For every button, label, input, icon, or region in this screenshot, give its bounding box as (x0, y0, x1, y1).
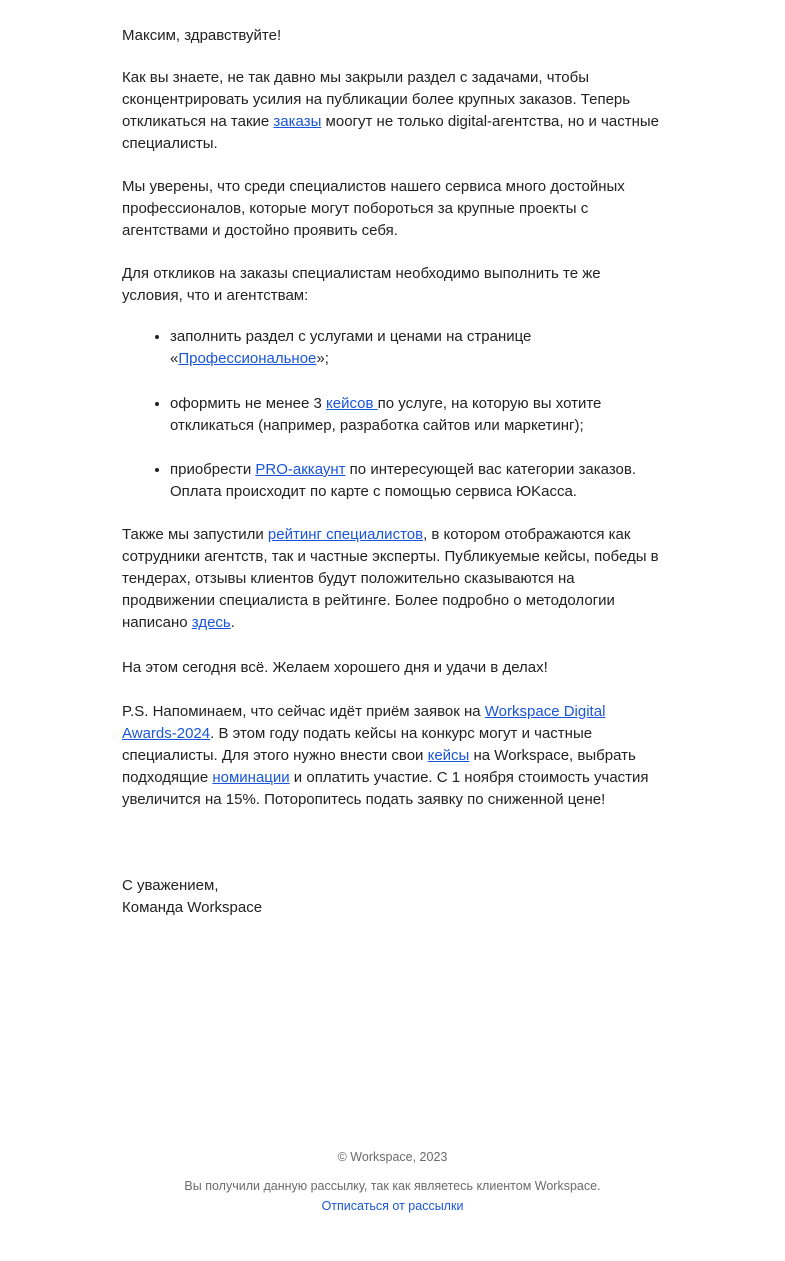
signature (122, 875, 662, 919)
ps-cases-link[interactable]: кейсы (427, 747, 470, 764)
intro-text-2: моогут не только digital-агентства, но и частные специалисты. (122, 113, 659, 152)
cases-link[interactable]: кейсов (326, 395, 378, 412)
intro-text-1: Как вы знаете, не так давно мы закрыли раздел с задачами, чтобы сконцентрировать усилия на публикации более крупных заказов. Теперь откликаться на такие (122, 69, 631, 130)
footer-unsubscribe (0, 1196, 785, 1216)
intro-paragraph (122, 67, 662, 155)
footer-reason: Вы получили данную рассылку, так как являетесь клиентом Workspace. (184, 1179, 601, 1193)
rating-link[interactable]: рейтинг специалистов (267, 526, 424, 543)
list-item-cases: • оформить не менее 3 кейсов по услуге, на которую вы хотите откликаться (например, разработка сайтов или маркетинг); (170, 393, 662, 437)
awards-link[interactable]: Workspace Digital Awards-2024 (122, 703, 606, 742)
email-body (122, 25, 662, 919)
greeting: Максим, здравствуйте! (122, 27, 282, 44)
signature-line-2: Команда Workspace (122, 899, 263, 916)
closing-paragraph: На этом сегодня всё. Желаем хорошего дня и удачи в делах! (122, 659, 548, 676)
unsubscribe-link[interactable]: Отписаться от рассылки (321, 1199, 464, 1213)
list-item-pro-account: • приобрести PRO-аккаунт по интересующей вас категории заказов. Оплата происходит по карте с помощью сервиса ЮKасса. (170, 459, 662, 503)
pro-account-link[interactable]: PRO-аккаунт (255, 461, 346, 478)
specialists-paragraph: Мы уверены, что среди специалистов нашего сервиса много достойных профессионалов, которые могут побороться за крупные проекты с агентствами и достойно проявить себя. (122, 178, 625, 239)
conditions-intro: Для откликов на заказы специалистам необходимо выполнить те же условия, что и агентствам: (122, 265, 601, 304)
orders-link[interactable]: заказы (273, 113, 322, 130)
conditions-list (122, 326, 662, 503)
professional-link[interactable]: Профессиональное (178, 350, 317, 367)
rating-paragraph: Также мы запустили рейтинг специалистов, в котором отображаются как сотрудники агентств, так и частные эксперты. Публикуемые кейсы, победы в тендерах, отзывы клиентов будут положительно сказываются на продвижении специалиста в рейтинге. Более подробно о методологии написано здесь. (122, 526, 659, 631)
signature-line-1: С уважением, (122, 877, 219, 894)
ps-paragraph: P.S. Напоминаем, что сейчас идёт приём заявок на Workspace Digital Awards-2024. В этом году подать кейсы на конкурс могут и частные специалисты. Для этого нужно внести свои кейсы на Workspace, выбрать подходящие номинации и оплатить участие. С 1 ноября стоимость участия увеличится на 15%. Поторопитесь подать заявку по сниженной цене! (122, 703, 649, 808)
list-item-services: • заполнить раздел с услугами и ценами на странице «Профессиональное»; (170, 326, 662, 370)
nominations-link[interactable]: номинации (212, 769, 290, 786)
methodology-link[interactable]: здесь (191, 614, 231, 631)
footer-copyright: © Workspace, 2023 (337, 1150, 448, 1164)
